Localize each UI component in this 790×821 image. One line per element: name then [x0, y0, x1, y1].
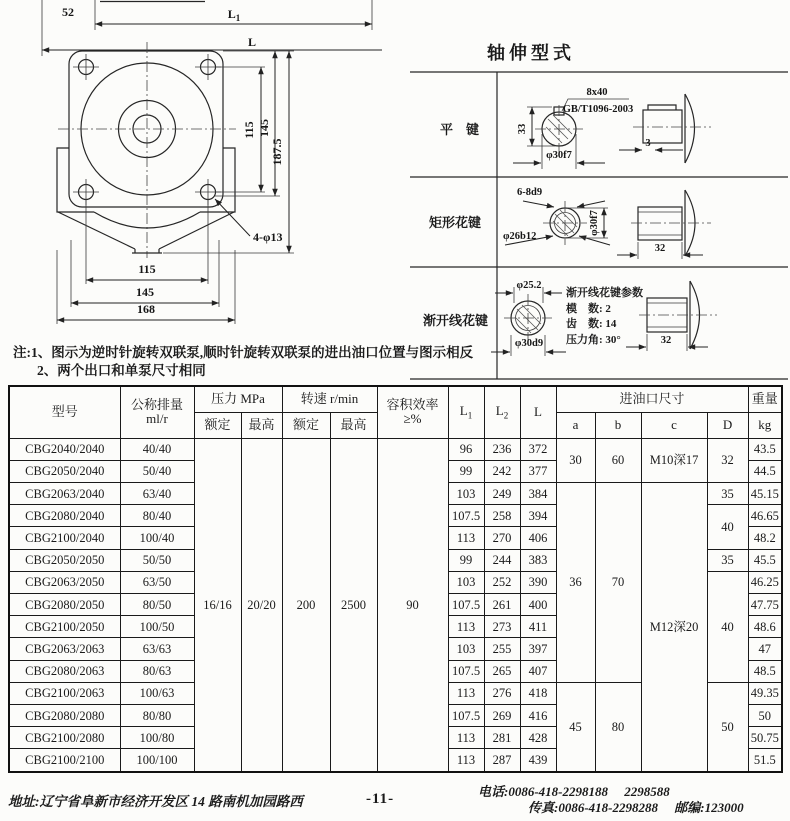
involute-param-module: 模 数: 2: [566, 302, 611, 315]
table-cell: 80/63: [120, 660, 194, 682]
table-cell: 32: [707, 438, 748, 482]
table-cell: 99: [448, 460, 484, 482]
involute-length: 32: [660, 335, 672, 346]
table-cell: 90: [377, 438, 448, 772]
dim-52: 52: [62, 5, 74, 19]
table-cell: CBG2063/2050: [9, 571, 120, 593]
table-cell: 242: [484, 460, 520, 482]
table-cell: 45: [556, 682, 595, 772]
rect-spline-label: 矩形花键: [429, 215, 482, 230]
table-cell: 270: [484, 527, 520, 549]
table-cell: 48.6: [748, 616, 782, 638]
table-cell: 70: [595, 482, 641, 682]
table-cell: 236: [484, 438, 520, 460]
table-cell: 40: [707, 505, 748, 549]
table-cell: 377: [520, 460, 556, 482]
table-cell: 47.75: [748, 593, 782, 615]
table-cell: CBG2063/2040: [9, 482, 120, 504]
table-cell: CBG2100/2040: [9, 527, 120, 549]
svg-text:33: 33: [517, 123, 528, 135]
table-cell: 30: [556, 438, 595, 482]
dim-L1: $L_1$: [227, 7, 241, 23]
table-cell: 265: [484, 660, 520, 682]
col-L: L: [520, 386, 556, 438]
footer-address: 地址:辽宁省阜新市经济开发区 14 路南机加园路西: [8, 794, 303, 809]
spec-table: [8, 385, 783, 773]
table-cell: CBG2063/2063: [9, 638, 120, 660]
spline-major-dia: φ30f7: [589, 210, 600, 236]
table-cell: 100/100: [120, 749, 194, 772]
table-cell: 407: [520, 660, 556, 682]
col-a: a: [556, 412, 595, 438]
table-cell: CBG2050/2050: [9, 549, 120, 571]
rect-spline-end-view: [503, 187, 610, 245]
table-cell: CBG2100/2050: [9, 616, 120, 638]
table-cell: CBG2080/2080: [9, 704, 120, 726]
table-cell: 103: [448, 482, 484, 504]
table-cell: 103: [448, 571, 484, 593]
col-speed-rated: 额定: [282, 412, 330, 438]
involute-params: [566, 286, 643, 348]
col-inlet: 进油口尺寸: [556, 386, 748, 412]
table-cell: 49.35: [748, 682, 782, 704]
dim-v187: 187.5: [270, 138, 284, 166]
table-cell: 46.65: [748, 505, 782, 527]
table-cell: 269: [484, 704, 520, 726]
table-cell: 103: [448, 638, 484, 660]
involute-pitch-dia: φ25.2: [516, 280, 542, 291]
dim-v115: 115: [242, 121, 256, 139]
table-cell: 252: [484, 571, 520, 593]
table-cell: 113: [448, 727, 484, 749]
col-speed-max: 最高: [330, 412, 377, 438]
table-cell: 113: [448, 682, 484, 704]
key-dia: φ30f7: [546, 150, 572, 161]
note-line-1: 注:1、图示为逆时针旋转双联泵,顺时针旋转双联泵的进出油口位置与图示相反: [13, 345, 474, 360]
table-cell: 96: [448, 438, 484, 460]
table-cell: 383: [520, 549, 556, 571]
dim-h115: 115: [138, 262, 156, 276]
spline-minor-dia: φ26b12: [503, 231, 537, 242]
col-L1: $L_1$: [448, 386, 484, 438]
col-pressure: 压力 MPa: [194, 386, 282, 412]
table-cell: 281: [484, 727, 520, 749]
table-cell: 394: [520, 505, 556, 527]
table-cell: 273: [484, 616, 520, 638]
table-cell: 107.5: [448, 704, 484, 726]
table-cell: CBG2080/2063: [9, 660, 120, 682]
key-width: 3: [645, 138, 651, 149]
table-cell: 80/50: [120, 593, 194, 615]
table-cell: 36: [556, 482, 595, 682]
involute-spline-label: 渐开线花键: [423, 313, 489, 328]
table-cell: CBG2100/2080: [9, 727, 120, 749]
table-cell: 397: [520, 638, 556, 660]
table-cell: 100/50: [120, 616, 194, 638]
table-cell: 51.5: [748, 749, 782, 772]
flat-key-label: 平 键: [440, 122, 480, 137]
involute-dia: φ30d9: [514, 338, 544, 349]
spec-table-body: [9, 438, 782, 772]
rect-spline-side-view: [617, 190, 711, 259]
table-cell: 99: [448, 549, 484, 571]
table-cell: 63/63: [120, 638, 194, 660]
col-c: c: [641, 412, 707, 438]
table-cell: 47: [748, 638, 782, 660]
table-cell: 50: [748, 704, 782, 726]
table-cell: 63/40: [120, 482, 194, 504]
table-cell: 400: [520, 593, 556, 615]
shaft-section-title: 轴伸型式: [487, 43, 575, 63]
table-cell: 249: [484, 482, 520, 504]
col-model: 型号: [9, 386, 120, 438]
dim-v145: 145: [257, 119, 271, 137]
dim-h145: 145: [136, 285, 154, 299]
table-cell: 48.2: [748, 527, 782, 549]
table-cell: 261: [484, 593, 520, 615]
col-L2: $L_2$: [484, 386, 520, 438]
col-pressure-rated: 额定: [194, 412, 241, 438]
table-cell: 107.5: [448, 593, 484, 615]
table-cell: 244: [484, 549, 520, 571]
table-cell: 40/40: [120, 438, 194, 460]
table-cell: 100/63: [120, 682, 194, 704]
table-cell: 258: [484, 505, 520, 527]
table-cell: 428: [520, 727, 556, 749]
table-cell: 416: [520, 704, 556, 726]
table-cell: 43.5: [748, 438, 782, 460]
table-cell: 45.5: [748, 549, 782, 571]
involute-spline-end-view: [491, 280, 566, 356]
footer-fax: 传真:0086-418-2298288 邮编:123000: [528, 800, 744, 815]
table-cell: 60: [595, 438, 641, 482]
table-cell: 384: [520, 482, 556, 504]
table-cell: 35: [707, 482, 748, 504]
table-cell: 113: [448, 616, 484, 638]
table-cell: 418: [520, 682, 556, 704]
table-cell: M10深17: [641, 438, 707, 482]
dim-L: L: [247, 35, 257, 49]
hole-callout: 4-φ13: [253, 230, 283, 244]
table-cell: CBG2080/2040: [9, 505, 120, 527]
table-cell: 80/80: [120, 704, 194, 726]
dim-h168: 168: [137, 302, 155, 316]
table-cell: CBG2050/2040: [9, 460, 120, 482]
table-cell: CBG2100/2063: [9, 682, 120, 704]
table-cell: 113: [448, 527, 484, 549]
table-cell: 40: [707, 571, 748, 682]
col-b: b: [595, 412, 641, 438]
table-cell: 50/40: [120, 460, 194, 482]
col-D: D: [707, 412, 748, 438]
table-cell: CBG2040/2040: [9, 438, 120, 460]
table-row: [9, 438, 782, 460]
table-cell: 35: [707, 549, 748, 571]
table-cell: 200: [282, 438, 330, 772]
table-cell: M12深20: [641, 482, 707, 772]
table-cell: 287: [484, 749, 520, 772]
table-cell: 276: [484, 682, 520, 704]
table-cell: 50.75: [748, 727, 782, 749]
spline-length: 32: [654, 243, 666, 254]
table-cell: 411: [520, 616, 556, 638]
key-standard: GB/T1096-2003: [562, 104, 634, 115]
table-cell: 107.5: [448, 505, 484, 527]
table-cell: 100/40: [120, 527, 194, 549]
table-cell: 44.5: [748, 460, 782, 482]
col-efficiency: 容积效率 ≥%: [377, 386, 448, 438]
table-cell: 45.15: [748, 482, 782, 504]
table-cell: 2500: [330, 438, 377, 772]
col-speed: 转速 r/min: [282, 386, 377, 412]
table-cell: CBG2100/2100: [9, 749, 120, 772]
table-cell: 50/50: [120, 549, 194, 571]
table-cell: 372: [520, 438, 556, 460]
table-cell: 20/20: [241, 438, 282, 772]
table-cell: 107.5: [448, 660, 484, 682]
flat-key-end-view: [513, 87, 633, 169]
involute-params-title: 渐开线花键参数: [566, 287, 643, 299]
involute-param-angle: 压力角: 30°: [566, 333, 621, 346]
table-cell: 80: [595, 682, 641, 772]
table-cell: 100/80: [120, 727, 194, 749]
table-cell: 439: [520, 749, 556, 772]
table-cell: 113: [448, 749, 484, 772]
footer-tel: 电话:0086-418-2298188 2298588: [478, 784, 670, 799]
header-row-1: [9, 386, 782, 412]
table-cell: CBG2080/2050: [9, 593, 120, 615]
key-spec: 8x40: [586, 87, 608, 98]
table-cell: 80/40: [120, 505, 194, 527]
page-number: -11-: [366, 791, 395, 807]
involute-param-teeth: 齿 数: 14: [566, 318, 617, 330]
col-displacement: 公称排量 ml/r: [120, 386, 194, 438]
pump-flange-drawing: [22, 0, 382, 340]
table-cell: 390: [520, 571, 556, 593]
table-cell: 255: [484, 638, 520, 660]
note-line-2: 2、两个出口和单泵尺寸相同: [37, 363, 206, 378]
table-cell: 46.25: [748, 571, 782, 593]
col-weight-unit: kg: [748, 412, 782, 438]
table-cell: 50: [707, 682, 748, 772]
col-weight: 重量: [748, 386, 782, 412]
table-cell: 63/50: [120, 571, 194, 593]
table-cell: 48.5: [748, 660, 782, 682]
table-cell: 16/16: [194, 438, 241, 772]
table-cell: 406: [520, 527, 556, 549]
col-pressure-max: 最高: [241, 412, 282, 438]
spline-spec: 6-8d9: [517, 187, 543, 198]
